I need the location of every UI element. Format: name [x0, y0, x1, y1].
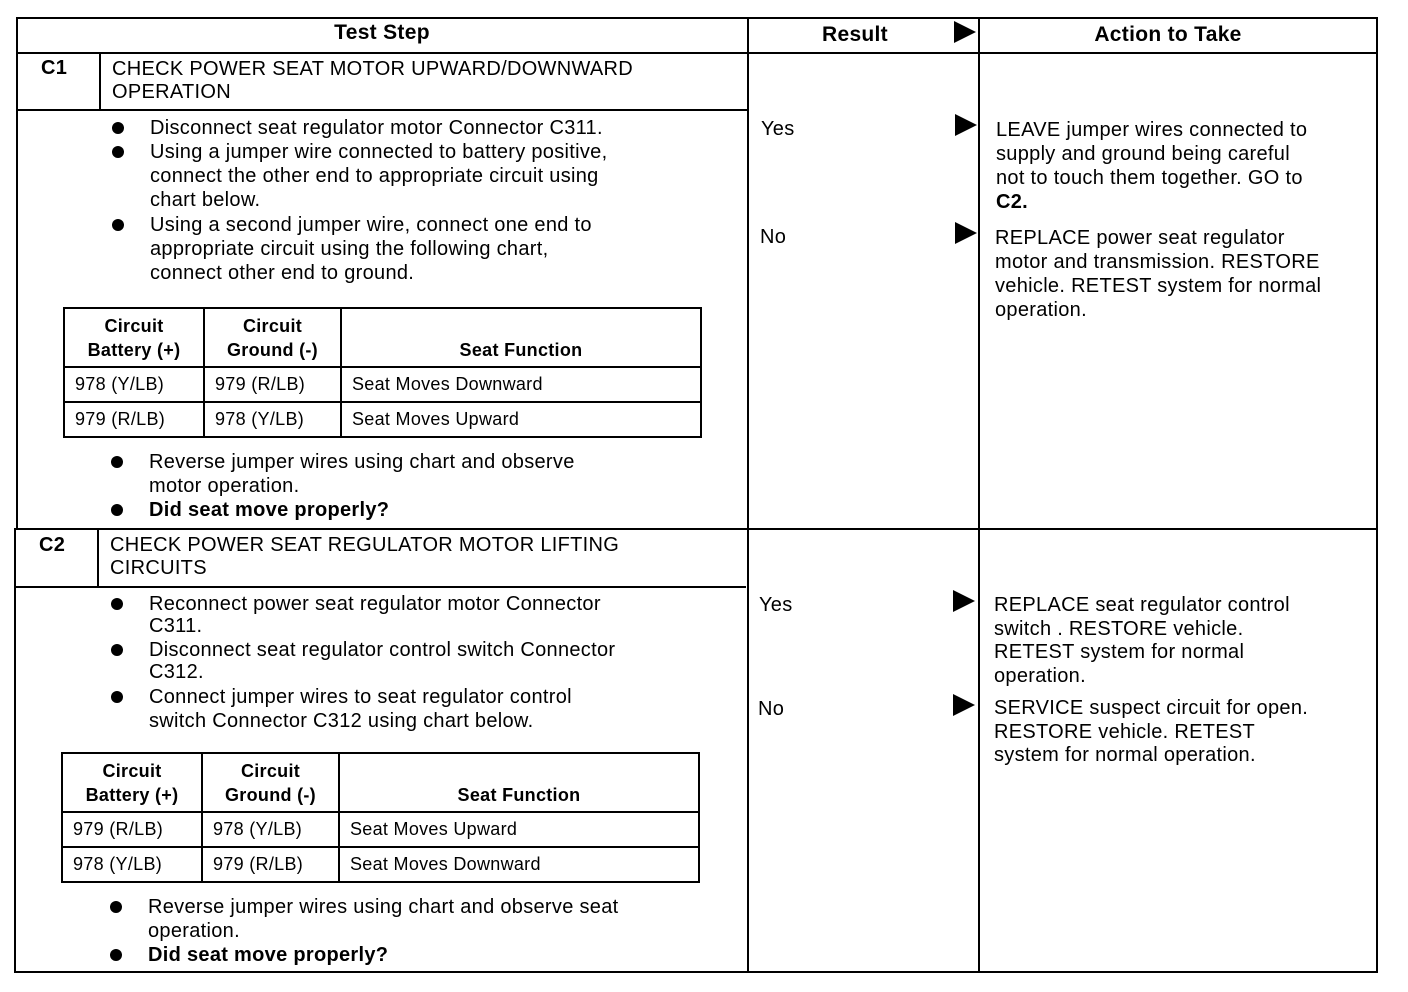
step-title-line: CHECK POWER SEAT MOTOR UPWARD/DOWNWARD	[112, 58, 634, 80]
result-no-c2: No	[758, 698, 785, 720]
table-cell: 978 (Y/LB)	[204, 402, 341, 437]
c1-title-bottom-border	[16, 109, 748, 111]
step-id-c2: C2	[39, 534, 66, 556]
action-c1-no: REPLACE power seat regulator motor and transmission. RESTORE vehicle. RETEST system for normal operation.	[995, 227, 1322, 321]
result-yes-c1: Yes	[761, 118, 795, 140]
step-title-line: CHECK POWER SEAT REGULATOR MOTOR LIFTING	[110, 534, 620, 556]
bullet-item	[111, 685, 572, 732]
circuit-chart-c2	[61, 752, 700, 883]
bullet-item	[111, 592, 601, 637]
bullet-icon	[111, 598, 123, 610]
col-header-battery: Circuit Battery (+)	[64, 308, 204, 367]
circuit-chart-c1	[63, 307, 702, 438]
bullet-line: chart below.	[150, 189, 261, 211]
result-no-c1: No	[760, 226, 787, 248]
table-cell: 979 (R/LB)	[204, 367, 341, 402]
bullet-icon	[112, 122, 124, 134]
bullet-icon	[110, 949, 122, 961]
bullet-line: Using a jumper wire connected to battery positive,	[150, 141, 608, 163]
arrow-icon	[953, 694, 975, 716]
bullet-line: operation.	[148, 920, 240, 942]
c1-id-divider	[99, 52, 101, 110]
bullet-icon	[111, 644, 123, 656]
table-cell: 978 (Y/LB)	[64, 367, 204, 402]
arrow-icon	[953, 590, 975, 612]
header-arrow-icon	[954, 21, 976, 43]
bullet-icon	[111, 504, 123, 516]
step-title-line: CIRCUITS	[110, 557, 207, 579]
teststep-result-divider	[747, 17, 749, 972]
c2-id-divider	[97, 528, 99, 587]
col-header-ground: Circuit Ground (-)	[204, 308, 341, 367]
result-yes-c2: Yes	[759, 594, 793, 616]
action-c1-yes: LEAVE jumper wires connected to supply and ground being careful not to touch them together. GO to C2.	[996, 119, 1308, 213]
bullet-item-question	[111, 498, 390, 521]
header-test-step: Test Step	[334, 21, 430, 44]
table-cell: Seat Moves Upward	[341, 402, 701, 437]
bullet-line: Did seat move properly?	[149, 499, 390, 521]
header-action: Action to Take	[1094, 23, 1242, 46]
bullet-line: Reverse jumper wires using chart and observe	[149, 451, 575, 473]
table-row	[62, 812, 699, 847]
bullet-line: switch Connector C312 using chart below.	[149, 710, 534, 732]
table-cell: 979 (R/LB)	[64, 402, 204, 437]
col-header-function: Seat Function	[339, 753, 699, 812]
bullet-line: motor operation.	[149, 475, 300, 497]
table-cell: Seat Moves Downward	[341, 367, 701, 402]
table-header-row	[62, 753, 699, 812]
bullet-item-question	[110, 943, 389, 966]
table-cell: 978 (Y/LB)	[202, 812, 339, 847]
bullet-line: Using a second jumper wire, connect one end to	[150, 214, 592, 236]
table-left-border-bottom	[14, 528, 16, 972]
step-title-line: OPERATION	[112, 81, 232, 103]
bullet-item	[111, 638, 616, 683]
bullet-line: Reverse jumper wires using chart and observe seat	[148, 896, 619, 918]
action-c2-no: SERVICE suspect circuit for open. RESTORE vehicle. RETEST system for normal operation.	[994, 697, 1309, 766]
bullet-line: connect the other end to appropriate circuit using	[150, 165, 599, 187]
table-cell: 979 (R/LB)	[202, 847, 339, 882]
col-header-function: Seat Function	[341, 308, 701, 367]
arrow-icon	[955, 222, 977, 244]
bullet-line: Disconnect seat regulator motor Connector C311.	[150, 117, 603, 139]
table-cell: 978 (Y/LB)	[62, 847, 202, 882]
table-row	[64, 367, 701, 402]
table-cell: 979 (R/LB)	[62, 812, 202, 847]
col-header-battery: Circuit Battery (+)	[62, 753, 202, 812]
table-right-border	[1376, 17, 1378, 972]
table-cell: Seat Moves Downward	[339, 847, 699, 882]
result-action-divider	[978, 17, 980, 972]
step-title-c2	[110, 534, 619, 580]
c2-title-bottom-border	[14, 586, 746, 588]
col-header-ground: Circuit Ground (-)	[202, 753, 339, 812]
bullet-icon	[110, 901, 122, 913]
table-left-border-top	[16, 17, 18, 529]
bullet-line: appropriate circuit using the following chart,	[150, 238, 549, 260]
bullet-icon	[112, 146, 124, 158]
table-bottom-border	[14, 971, 1378, 973]
bullet-line: C312.	[149, 661, 204, 683]
bullet-line: C311.	[149, 615, 203, 637]
table-row	[64, 402, 701, 437]
action-c2-yes: REPLACE seat regulator control switch . RESTORE vehicle. RETEST system for normal operation.	[994, 594, 1290, 687]
step-title-c1	[112, 58, 633, 104]
bullet-icon	[112, 219, 124, 231]
step-id-c1: C1	[41, 57, 68, 79]
table-header-row	[64, 308, 701, 367]
header-bottom-border	[16, 52, 1378, 54]
bullet-line: Disconnect seat regulator control switch Connector	[149, 639, 616, 661]
table-top-border	[16, 17, 1378, 19]
bullet-item	[112, 116, 603, 139]
section-divider	[14, 528, 1378, 530]
bullet-item	[110, 895, 619, 942]
bullet-line: Reconnect power seat regulator motor Connector	[149, 593, 601, 615]
bullet-line: Connect jumper wires to seat regulator control	[149, 686, 572, 708]
bullet-item	[112, 140, 608, 211]
arrow-icon	[955, 114, 977, 136]
bullet-icon	[111, 456, 123, 468]
bullet-item	[112, 213, 592, 284]
header-result: Result	[822, 23, 888, 46]
bullet-icon	[111, 691, 123, 703]
bullet-item	[111, 450, 575, 497]
bullet-line: connect other end to ground.	[150, 262, 415, 284]
bullet-line: Did seat move properly?	[148, 944, 389, 966]
table-cell: Seat Moves Upward	[339, 812, 699, 847]
table-row	[62, 847, 699, 882]
